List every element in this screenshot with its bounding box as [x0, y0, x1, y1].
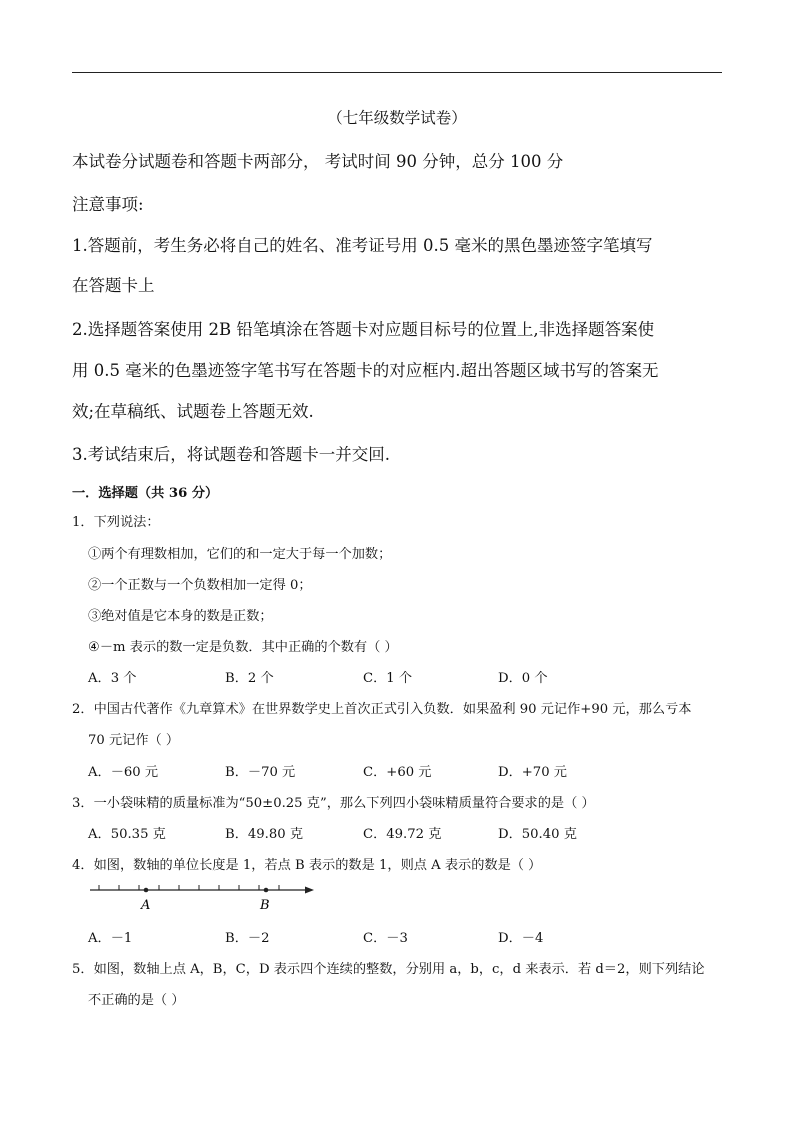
label-a: A [141, 898, 151, 913]
question-1-stem: 1．下列说法： [72, 515, 160, 530]
exam-title: （七年级数学试卷） [327, 109, 467, 127]
question-4-stem: 4．如图，数轴的单位长度是 1，若点 B 表示的数是 1，则点 A 表示的数是（ ） [72, 858, 542, 873]
q1-option-c: C．1 个 [363, 671, 413, 686]
q4-option-a: A．－1 [88, 931, 133, 946]
q1-option-a: A．3 个 [88, 671, 137, 686]
q3-option-a: A．50.35 克 [88, 827, 166, 842]
q1-statement: ①两个有理数相加，它们的和一定大于每一个加数； [88, 547, 392, 562]
q1-statement: ④－m 表示的数一定是负数．其中正确的个数有（ ） [88, 640, 398, 655]
notice-heading: 注意事项: [72, 195, 144, 214]
arrow-icon [305, 887, 314, 894]
q4-option-d: D．－4 [498, 931, 544, 946]
q3-option-c: C．49.72 克 [363, 827, 442, 842]
point-a [144, 888, 149, 893]
ticks [99, 885, 279, 890]
q1-statement: ③绝对值是它本身的数是正数； [88, 609, 273, 624]
q1-option-b: B．2 个 [225, 671, 274, 686]
section-title: 一．选择题（共 36 分） [72, 486, 219, 501]
q4-option-b: B．－2 [225, 931, 270, 946]
question-5-stem-cont: 不正确的是（ ） [88, 993, 185, 1008]
point-b [264, 888, 269, 893]
question-2-stem: 2．中国古代著作《九章算术》在世界数学史上首次正式引入负数．如果盈利 90 元记作+90 元，那么亏本 [72, 702, 692, 717]
q3-option-d: D．50.40 克 [498, 827, 577, 842]
notice-line: 2.选择题答案使用 2B 铅笔填涂在答题卡对应题目标号的位置上,非选择题答案使 [72, 320, 655, 339]
number-line-figure [86, 878, 318, 914]
exam-intro: 本试卷分试题卷和答题卡两部分， 考试时间 90 分钟，总分 100 分 [72, 152, 564, 171]
q4-option-c: C．－3 [363, 931, 408, 946]
question-2-stem-cont: 70 元记作（ ） [88, 733, 180, 748]
label-b: B [260, 898, 270, 913]
q2-option-b: B．－70 元 [225, 765, 296, 780]
q2-option-d: D．+70 元 [498, 765, 567, 780]
q1-statement: ②一个正数与一个负数相加一定得 0； [88, 578, 312, 593]
notice-line: 用 0.5 毫米的色墨迹签字笔书写在答题卡的对应框内.超出答题区域书写的答案无 [72, 361, 659, 380]
notice-line: 在答题卡上 [72, 276, 155, 295]
q2-option-a: A．－60 元 [88, 765, 159, 780]
q3-option-b: B．49.80 克 [225, 827, 304, 842]
q2-option-c: C．+60 元 [363, 765, 432, 780]
q1-option-d: D．0 个 [498, 671, 548, 686]
notice-line: 1.答题前，考生务必将自己的姓名、准考证号用 0.5 毫米的黑色墨迹签字笔填写 [72, 236, 653, 255]
header-rule [72, 72, 722, 73]
notice-line: 3.考试结束后，将试题卷和答题卡一并交回. [72, 445, 390, 464]
question-5-stem: 5．如图，数轴上点 A，B，C，D 表示四个连续的整数，分别用 a，b，c，d 来表示．若 d＝2，则下列结论 [72, 962, 705, 977]
notice-line: 效;在草稿纸、试题卷上答题无效. [72, 402, 314, 421]
question-3-stem: 3．一小袋味精的质量标准为“50±0.25 克”，那么下列四小袋味精质量符合要求的是（ ） [72, 796, 595, 811]
